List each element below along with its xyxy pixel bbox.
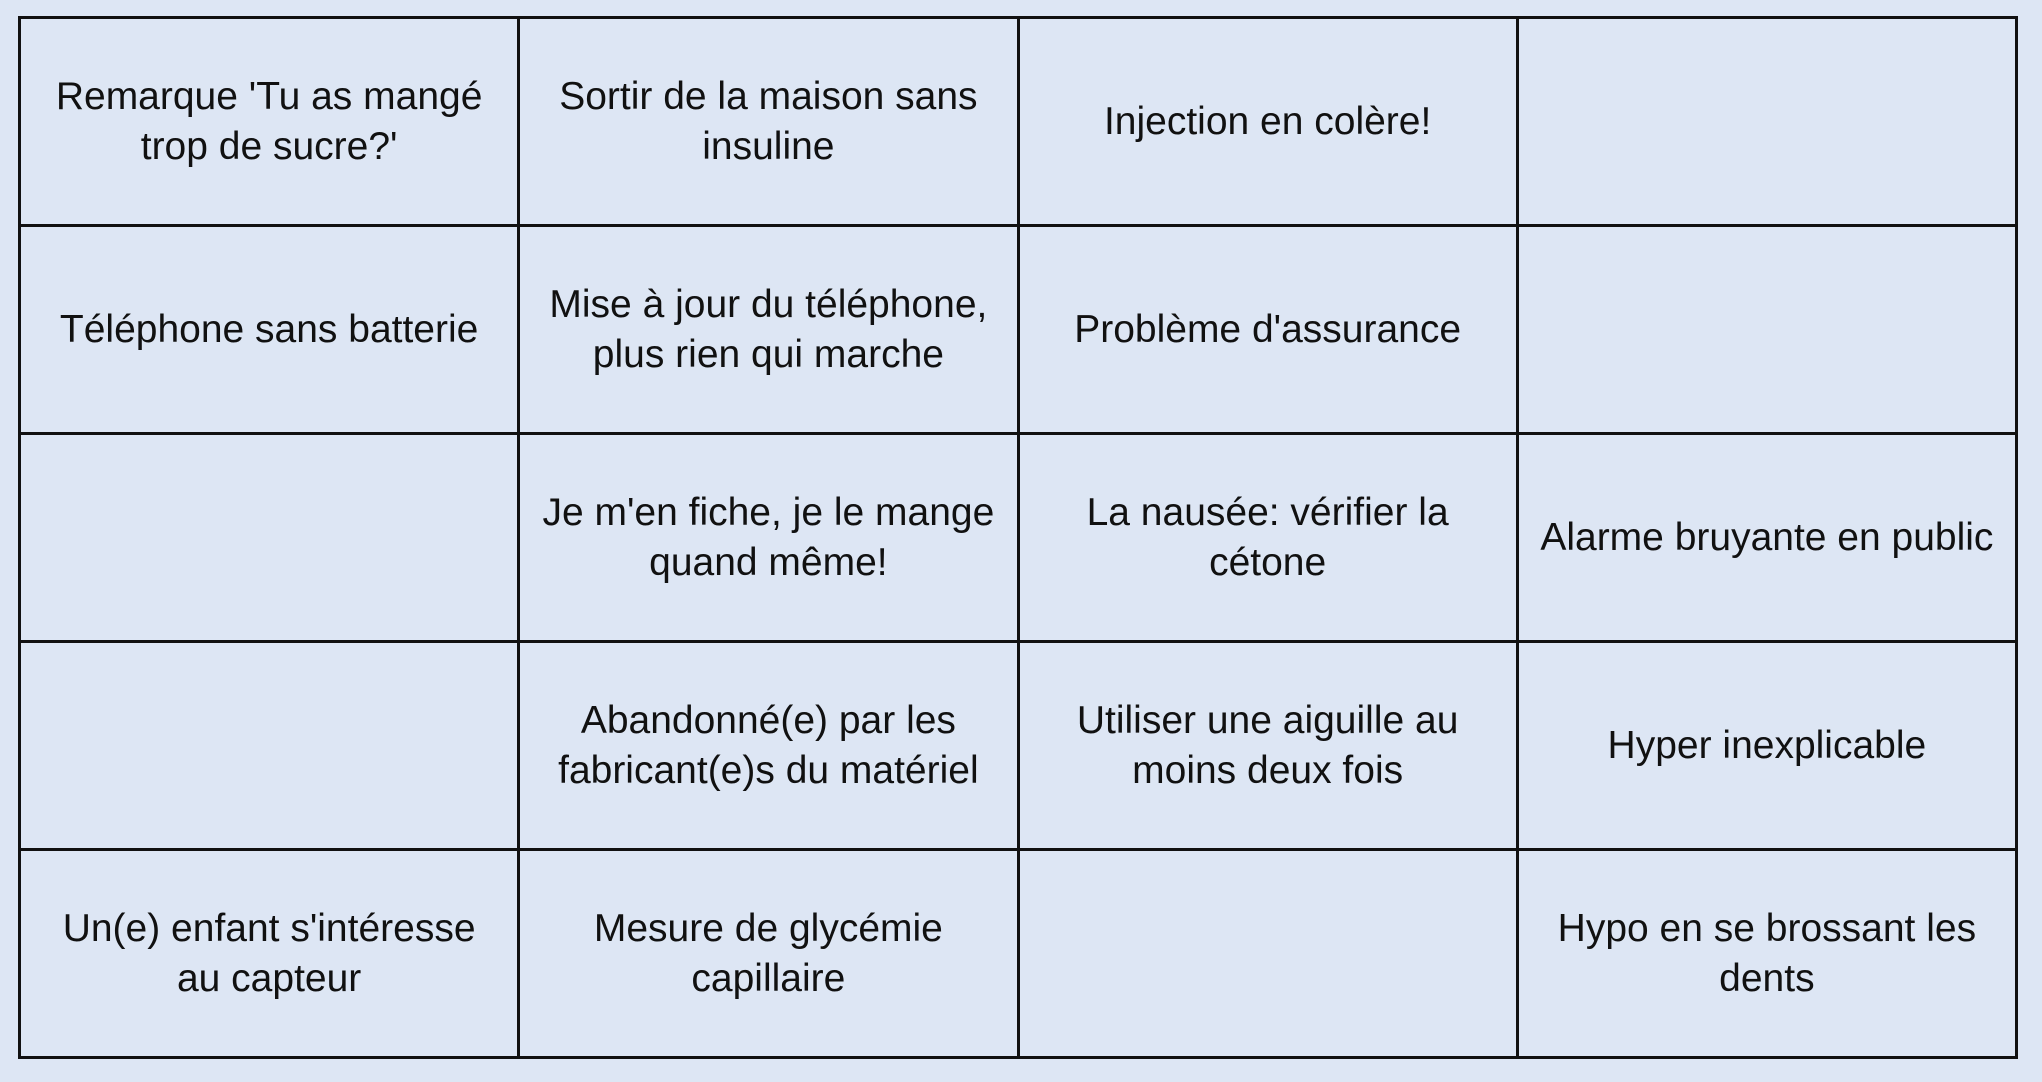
grid-row-4 — [20, 642, 2017, 850]
grid-cell: Utiliser une aiguille au moins deux fois — [1018, 642, 1517, 850]
grid-cell-empty — [20, 642, 519, 850]
grid-cell: Injection en colère! — [1018, 18, 1517, 226]
grid-cell: Sortir de la maison sans insuline — [519, 18, 1018, 226]
grid-cell-empty — [1517, 226, 2016, 434]
grid-cell: Hypo en se brossant les dents — [1517, 850, 2016, 1058]
grid-row-3 — [20, 434, 2017, 642]
grid-cell: Téléphone sans batterie — [20, 226, 519, 434]
grid-cell: Alarme bruyante en public — [1517, 434, 2016, 642]
grid-cell: Hyper inexplicable — [1517, 642, 2016, 850]
grid-cell: Remarque 'Tu as mangé trop de sucre?' — [20, 18, 519, 226]
grid-row-1 — [20, 18, 2017, 226]
grid-cell: La nausée: vérifier la cétone — [1018, 434, 1517, 642]
grid-row-5 — [20, 850, 2017, 1058]
grid-row-2 — [20, 226, 2017, 434]
grid-cell: Mise à jour du téléphone, plus rien qui marche — [519, 226, 1018, 434]
grid-cell-empty — [1018, 850, 1517, 1058]
grid-cell-empty — [20, 434, 519, 642]
grid-cell: Abandonné(e) par les fabricant(e)s du matériel — [519, 642, 1018, 850]
grid-cell: Mesure de glycémie capillaire — [519, 850, 1018, 1058]
grid-cell: Un(e) enfant s'intéresse au capteur — [20, 850, 519, 1058]
grid-cell-empty — [1517, 18, 2016, 226]
bingo-grid — [18, 16, 2018, 1059]
grid-cell: Problème d'assurance — [1018, 226, 1517, 434]
grid-cell: Je m'en fiche, je le mange quand même! — [519, 434, 1018, 642]
